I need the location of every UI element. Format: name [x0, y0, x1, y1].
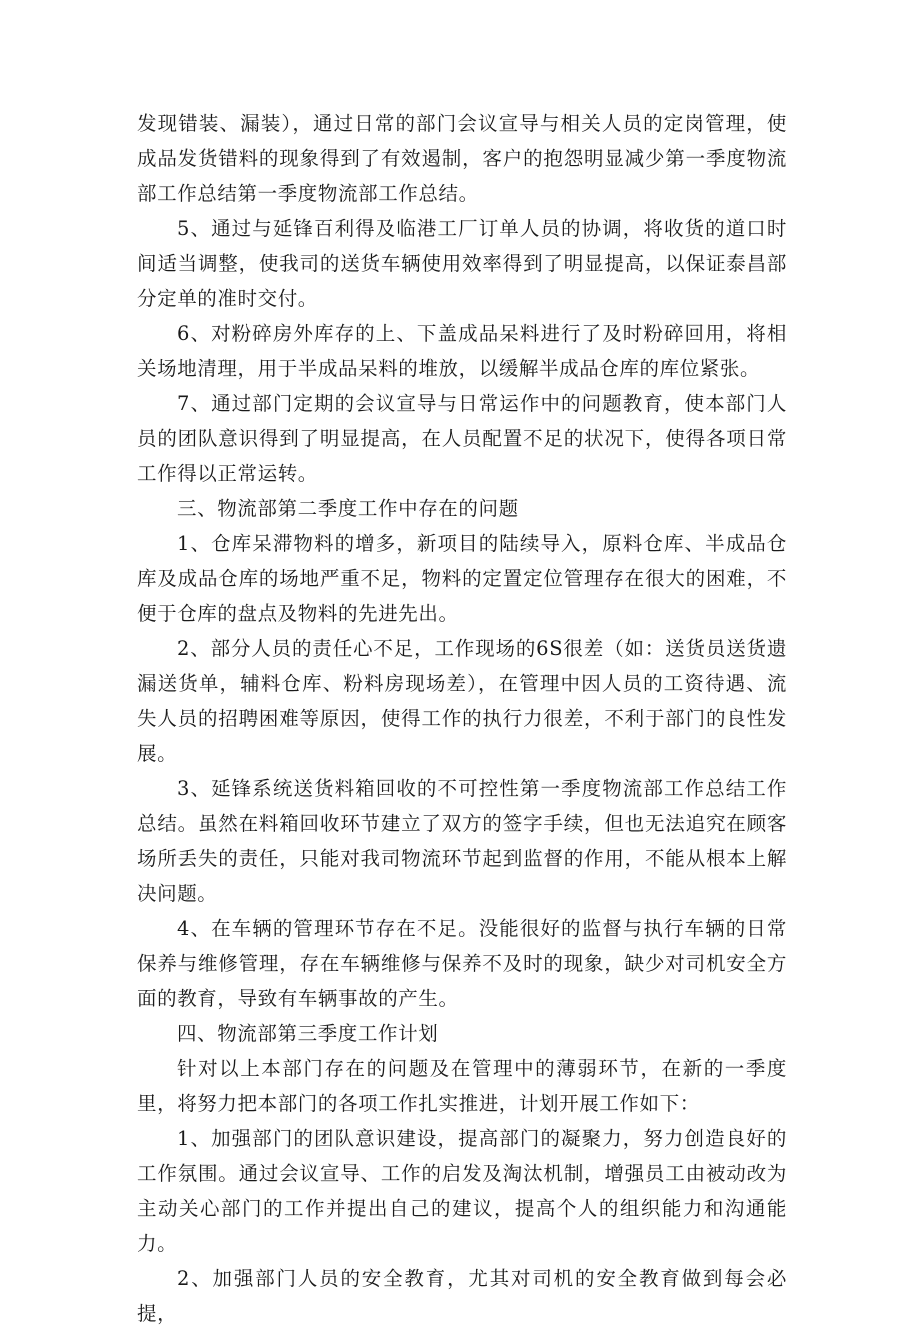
paragraph-item-5: 5、通过与延锋百利得及临港工厂订单人员的协调，将收货的道口时间适当调整，使我司的送货车辆使用效率得到了明显提高，以保证泰昌部分定单的准时交付。 — [137, 217, 787, 310]
paragraph-problem-2: 2、部分人员的责任心不足，工作现场的6S很差（如：送货员送货遗漏送货单，辅料仓库、粉料房现场差），在管理中因人员的工资待遇、流失人员的招聘困难等原因，使得工作的执行力很差，不利于部门的良性发展。 — [137, 637, 787, 765]
paragraph-item-7: 7、通过部门定期的会议宣导与日常运作中的问题教育，使本部门人员的团队意识得到了明显提高，在人员配置不足的状况下，使得各项日常工作得以正常运转。 — [137, 392, 787, 485]
paragraph-plan-intro: 针对以上本部门存在的问题及在管理中的薄弱环节，在新的一季度里，将努力把本部门的各项工作扎实推进，计划开展工作如下： — [137, 1057, 787, 1115]
paragraph-problem-3: 3、延锋系统送货料箱回收的不可控性第一季度物流部工作总结工作总结。虽然在料箱回收环节建立了双方的签字手续，但也无法追究在顾客场所丢失的责任，只能对我司物流环节起到监督的作用，不能从根本上解决问题。 — [137, 777, 787, 905]
paragraph-problem-4: 4、在车辆的管理环节存在不足。没能很好的监督与执行车辆的日常保养与维修管理，存在车辆维修与保养不及时的现象，缺少对司机安全方面的教育，导致有车辆事故的产生。 — [137, 917, 787, 1010]
paragraph-item-6: 6、对粉碎房外库存的上、下盖成品呆料进行了及时粉碎回用，将相关场地清理，用于半成品呆料的堆放，以缓解半成品仓库的库位紧张。 — [137, 322, 787, 380]
paragraph-problem-1: 1、仓库呆滞物料的增多，新项目的陆续导入，原料仓库、半成品仓库及成品仓库的场地严重不足，物料的定置定位管理存在很大的困难，不便于仓库的盘点及物料的先进先出。 — [137, 532, 787, 625]
paragraph-continuation: 发现错装、漏装），通过日常的部门会议宣导与相关人员的定岗管理，使成品发货错料的现象得到了有效遏制，客户的抱怨明显减少第一季度物流部工作总结第一季度物流部工作总结。 — [137, 112, 787, 205]
document-body — [137, 106, 787, 1331]
paragraph-plan-1: 1、加强部门的团队意识建设，提高部门的凝聚力，努力创造良好的工作氛围。通过会议宣导、工作的启发及淘汰机制，增强员工由被动改为主动关心部门的工作并提出自己的建议，提高个人的组织能力和沟通能力。 — [137, 1127, 787, 1255]
section-heading-4: 四、物流部第三季度工作计划 — [177, 1022, 439, 1045]
paragraph-plan-2: 2、加强部门人员的安全教育，尤其对司机的安全教育做到每会必提， — [137, 1267, 787, 1325]
section-heading-3: 三、物流部第二季度工作中存在的问题 — [177, 497, 519, 520]
